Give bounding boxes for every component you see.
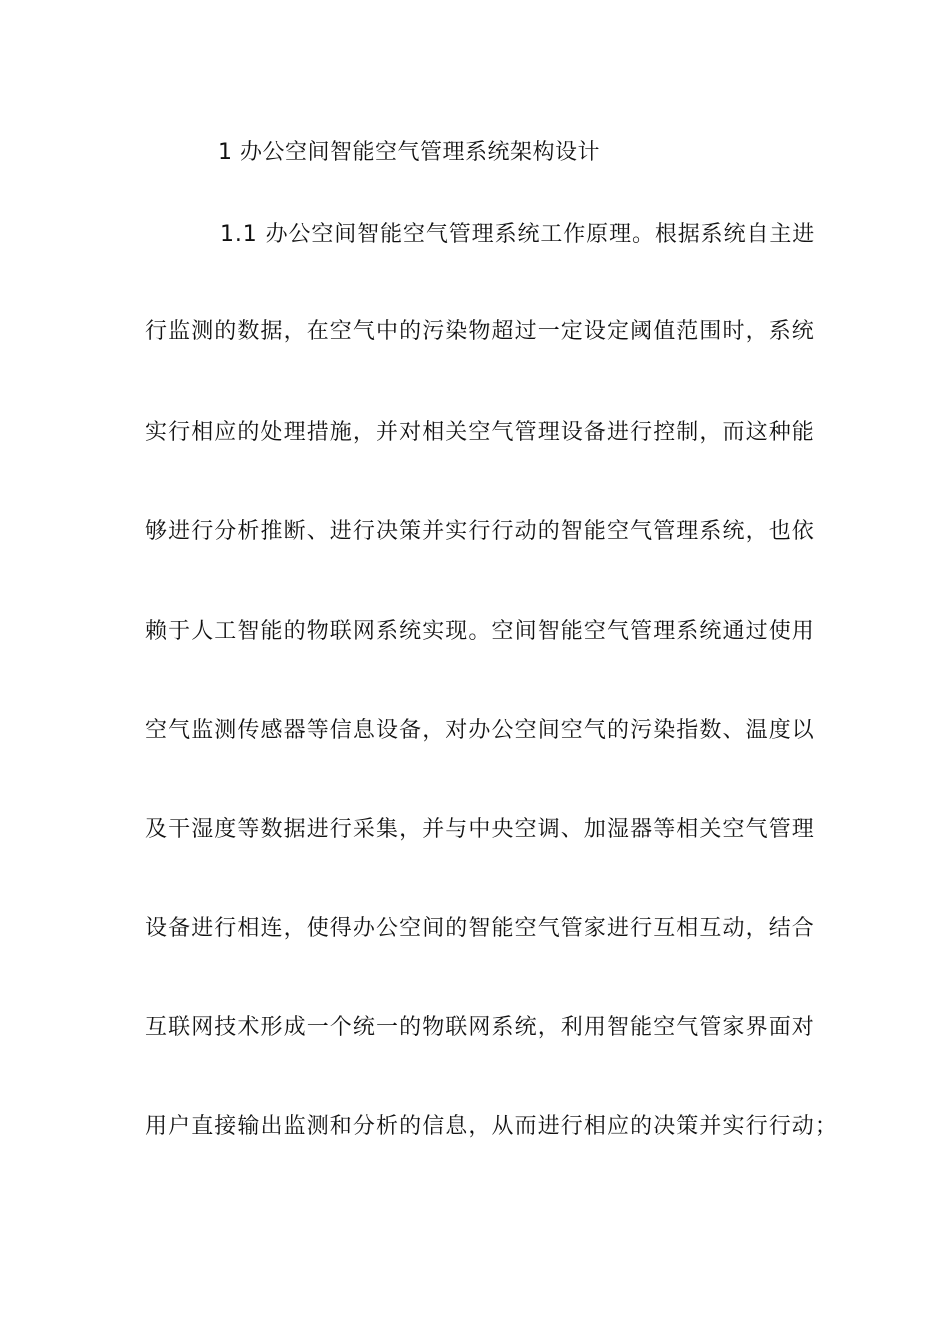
paragraph-line-10: 用户直接输出监测和分析的信息，从而进行相应的决策并实行行动； (145, 1114, 839, 1139)
paragraph-line-5: 赖于人工智能的物联网系统实现。空间智能空气管理系统通过使用 (145, 619, 815, 644)
paragraph-line-3: 实行相应的处理措施，并对相关空气管理设备进行控制，而这种能 (145, 420, 815, 445)
paragraph-line-6: 空气监测传感器等信息设备，对办公空间空气的污染指数、温度以 (145, 718, 815, 743)
paragraph-line-7: 及干湿度等数据进行采集，并与中央空调、加湿器等相关空气管理 (145, 817, 815, 842)
paragraph-line-4: 够进行分析推断、进行决策并实行行动的智能空气管理系统，也依 (145, 519, 815, 544)
paragraph-line-9: 互联网技术形成一个统一的物联网系统，利用智能空气管家界面对 (145, 1015, 815, 1040)
section-heading: 1 办公空间智能空气管理系统架构设计 (218, 140, 600, 165)
paragraph-line-8: 设备进行相连，使得办公空间的智能空气管家进行互相互动，结合 (145, 916, 815, 941)
paragraph-line-2: 行监测的数据，在空气中的污染物超过一定设定阈值范围时，系统 (145, 319, 815, 344)
paragraph-line-1: 1.1 办公空间智能空气管理系统工作原理。根据系统自主进 (220, 222, 816, 247)
